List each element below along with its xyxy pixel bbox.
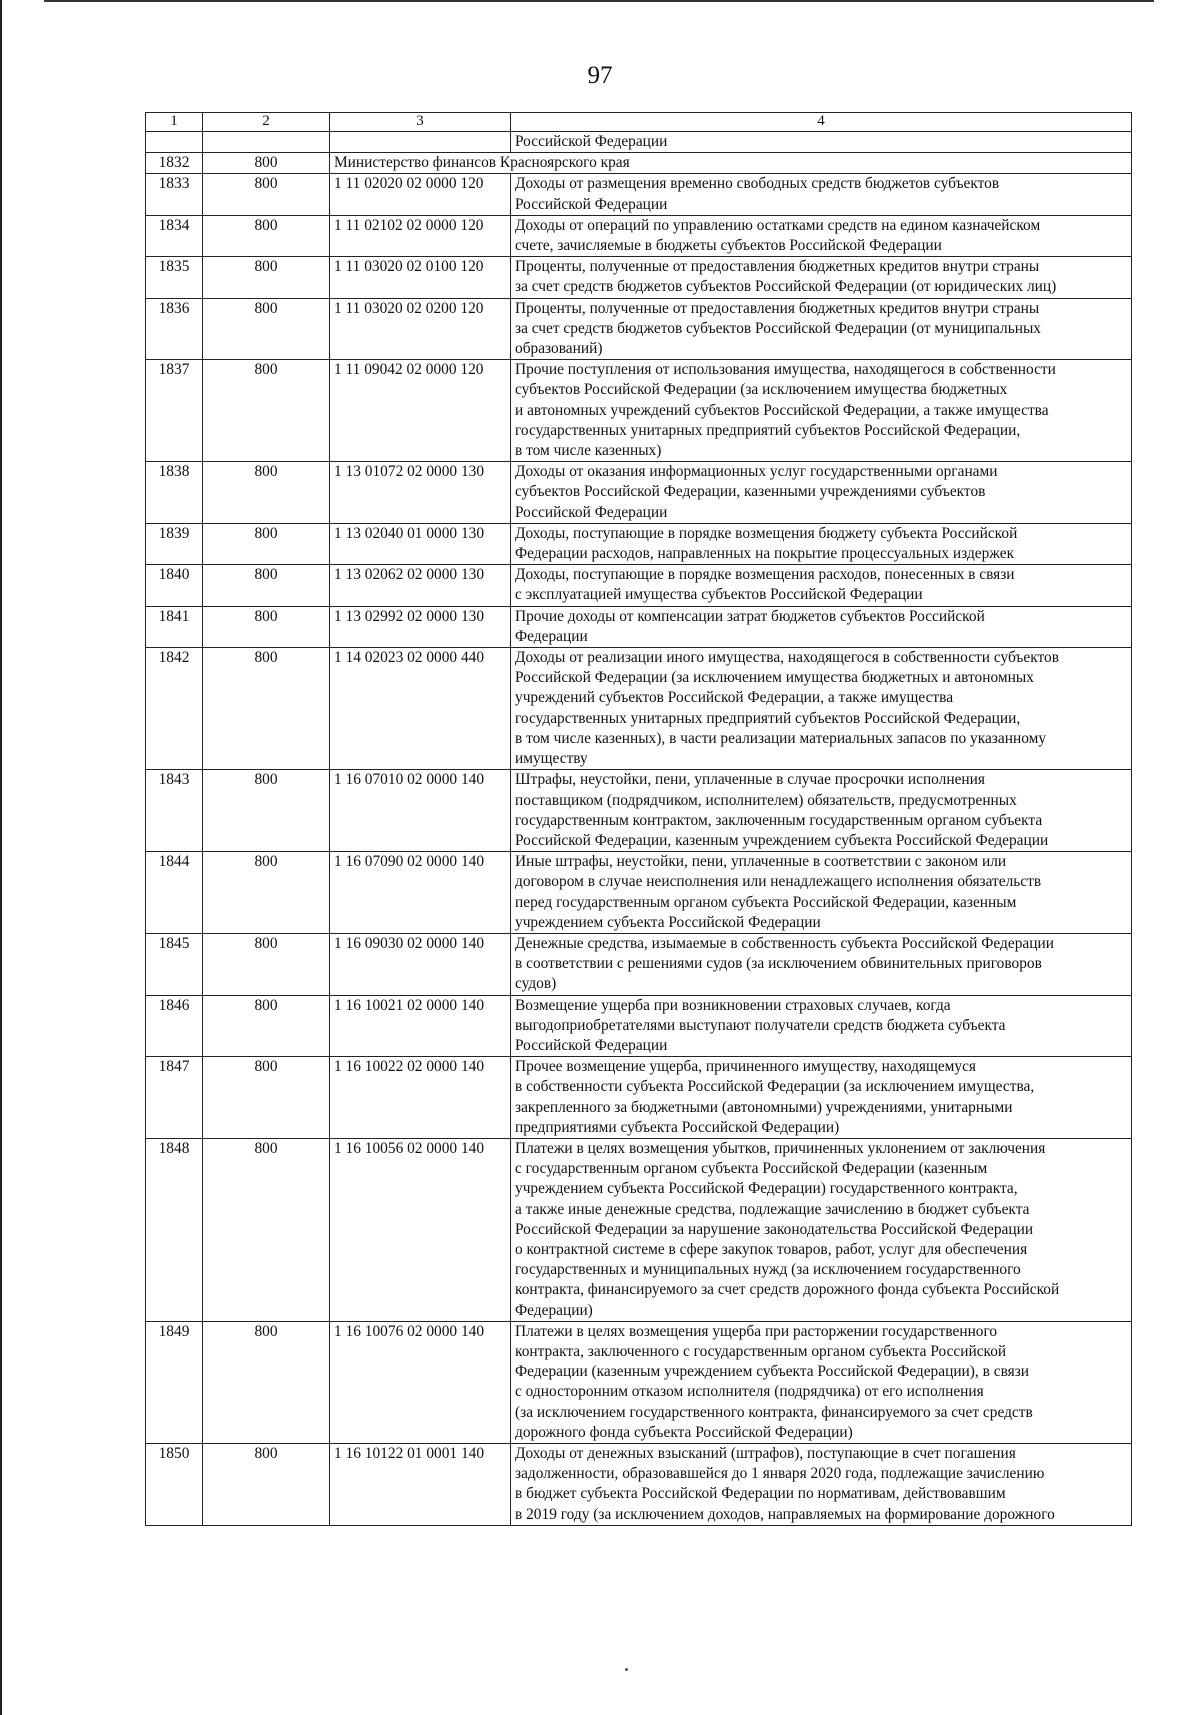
description-line: Федерации (казенным учреждением субъекта Российской Федерации), в связи: [515, 1363, 1030, 1381]
row-number: 1848: [146, 1138, 203, 1321]
description-line: субъектов Российской Федерации, казенными учреждениями субъектов: [515, 483, 986, 501]
description-line: Проценты, полученные от предоставления бюджетных кредитов внутри страны: [515, 299, 1040, 317]
scan-top-line: [44, 0, 1154, 2]
description-line: Проценты, полученные от предоставления бюджетных кредитов внутри страны: [515, 258, 1040, 276]
description-line: выгодоприобретателями выступают получатели средств бюджета субъекта: [515, 1016, 1006, 1034]
revenue-description: [511, 215, 1132, 256]
description-line: с эксплуатацией имущества субъектов Российской Федерации: [515, 586, 923, 604]
description-line: в соответствии с решениями судов (за исключением обвинительных приговоров: [515, 955, 1042, 973]
row-number: 1840: [146, 565, 203, 606]
row-number: 1843: [146, 770, 203, 852]
description-line: Иные штрафы, неустойки, пени, уплаченные в соответствии с законом или: [515, 853, 1007, 871]
admin-code: 800: [203, 565, 330, 606]
row-number: 1842: [146, 648, 203, 770]
description-line: о контрактной системе в сфере закупок товаров, работ, услуг для обеспечения: [515, 1240, 1028, 1258]
admin-code: 800: [203, 606, 330, 647]
budget-classification-code: 1 13 01072 02 0000 130: [330, 462, 511, 524]
table-row: [146, 360, 1132, 462]
row-number: 1836: [146, 298, 203, 360]
description-line: учреждений субъектов Российской Федерации, а также имущества: [515, 689, 954, 707]
continuation-text: Российской Федерации: [511, 132, 1132, 153]
row-number: 1834: [146, 215, 203, 256]
revenue-description: [511, 298, 1132, 360]
description-line: (за исключением государственного контракта, финансируемого за счет средств: [515, 1403, 1033, 1421]
description-line: договором в случае неисполнения или ненадлежащего исполнения обязательств: [515, 873, 1042, 891]
admin-code: 800: [203, 933, 330, 995]
admin-code: 800: [203, 648, 330, 770]
description-line: государственным контрактом, заключенным государственным органом субъекта: [515, 811, 1043, 829]
table-row: [146, 565, 1132, 606]
revenue-description: [511, 1057, 1132, 1139]
table-row: [146, 215, 1132, 256]
revenue-description: [511, 523, 1132, 564]
description-line: Возмещение ущерба при возникновении страховых случаев, когда: [515, 996, 951, 1014]
revenue-description: [511, 606, 1132, 647]
table-row: [146, 770, 1132, 852]
description-line: Федерации: [515, 627, 588, 645]
table-row: [146, 1444, 1132, 1526]
table-row: [146, 174, 1132, 215]
scan-edge: [0, 0, 2, 1715]
description-line: за счет средств бюджетов субъектов Российской Федерации (от юридических лиц): [515, 278, 1057, 296]
ministry-name: Министерство финансов Красноярского края: [330, 153, 1132, 174]
description-line: в собственности субъекта Российской Федерации (за исключением имущества,: [515, 1078, 1035, 1096]
admin-code: 800: [203, 1444, 330, 1526]
revenue-description: [511, 648, 1132, 770]
description-line: Федерации): [515, 1301, 593, 1319]
revenue-description: [511, 174, 1132, 215]
description-line: Штрафы, неустойки, пени, уплаченные в случае просрочки исполнения: [515, 771, 985, 789]
row-number: 1841: [146, 606, 203, 647]
revenue-description: [511, 1321, 1132, 1443]
description-line: Платежи в целях возмещения ущерба при расторжении государственного: [515, 1322, 998, 1340]
row-number: 1833: [146, 174, 203, 215]
description-line: Денежные средства, изымаемые в собственность субъекта Российской Федерации: [515, 934, 1054, 952]
admin-code: 800: [203, 852, 330, 934]
row-number: 1838: [146, 462, 203, 524]
row-number: 1850: [146, 1444, 203, 1526]
budget-classification-code: 1 13 02040 01 0000 130: [330, 523, 511, 564]
description-line: за счет средств бюджетов субъектов Российской Федерации (от муниципальных: [515, 319, 1041, 337]
table-row: [146, 1321, 1132, 1443]
admin-code: 800: [203, 360, 330, 462]
table-row: [146, 257, 1132, 298]
description-line: с односторонним отказом исполнителя (подрядчика) от его исполнения: [515, 1383, 984, 1401]
description-line: Прочие поступления от использования имущества, находящегося в собственности: [515, 361, 1056, 379]
description-line: учреждением субъекта Российской Федерации) государственного контракта,: [515, 1180, 1018, 1198]
description-line: в том числе казенных), в части реализации материальных запасов по указанному: [515, 729, 1047, 747]
budget-classification-code: 1 16 09030 02 0000 140: [330, 933, 511, 995]
description-line: предприятиями субъекта Российской Федерации): [515, 1118, 840, 1136]
admin-code: 800: [203, 1057, 330, 1139]
budget-classification-code: 1 16 10056 02 0000 140: [330, 1138, 511, 1321]
column-header-1: 1: [146, 113, 203, 132]
description-line: Прочие доходы от компенсации затрат бюджетов субъектов Российской: [515, 607, 985, 625]
row-number: 1832: [146, 153, 203, 174]
table-row: [146, 523, 1132, 564]
table-row: [146, 1138, 1132, 1321]
admin-code: 800: [203, 770, 330, 852]
budget-classification-code: 1 11 09042 02 0000 120: [330, 360, 511, 462]
column-number-row: [146, 113, 1132, 132]
revenue-description: [511, 1138, 1132, 1321]
description-line: субъектов Российской Федерации (за исключением имущества бюджетных: [515, 381, 1008, 399]
admin-code: 800: [203, 174, 330, 215]
revenue-description: [511, 565, 1132, 606]
description-line: и автономных учреждений субъектов Российской Федерации, а также имущества: [515, 401, 1049, 419]
budget-classification-code: 1 16 07090 02 0000 140: [330, 852, 511, 934]
budget-classification-code: 1 13 02062 02 0000 130: [330, 565, 511, 606]
description-line: государственных унитарных предприятий субъектов Российской Федерации,: [515, 421, 1021, 439]
table-row: [146, 1057, 1132, 1139]
description-line: Российской Федерации: [515, 503, 668, 521]
revenue-description: [511, 462, 1132, 524]
row-number: 1849: [146, 1321, 203, 1443]
row-number: 1839: [146, 523, 203, 564]
description-line: Прочее возмещение ущерба, причиненного имуществу, находящемуся: [515, 1058, 977, 1076]
description-line: Доходы, поступающие в порядке возмещения расходов, понесенных в связи: [515, 566, 1015, 584]
admin-code: 800: [203, 153, 330, 174]
description-line: контракта, финансируемого за счет средств дорожного фонда субъекта Российской: [515, 1281, 1060, 1299]
page-number: 97: [587, 62, 613, 89]
budget-classification-code: 1 11 02020 02 0000 120: [330, 174, 511, 215]
description-line: счете, зачисляемые в бюджеты субъектов Российской Федерации: [515, 237, 942, 255]
ministry-row: [146, 153, 1132, 174]
budget-classification-code: 1 16 07010 02 0000 140: [330, 770, 511, 852]
description-line: Доходы от реализации иного имущества, находящегося в собственности субъектов: [515, 649, 1059, 667]
description-line: имуществу: [515, 750, 588, 768]
admin-code: 800: [203, 215, 330, 256]
revenue-description: [511, 360, 1132, 462]
description-line: закрепленного за бюджетными (автономными) учреждениями, унитарными: [515, 1098, 1013, 1116]
row-number: 1846: [146, 995, 203, 1057]
description-line: Доходы от операций по управлению остатками средств на едином казначейском: [515, 216, 1041, 234]
column-header-4: 4: [511, 113, 1132, 132]
budget-classification-code: 1 13 02992 02 0000 130: [330, 606, 511, 647]
description-line: Российской Федерации: [515, 1036, 668, 1054]
continuation-row: [146, 132, 1132, 153]
revenue-description: [511, 933, 1132, 995]
row-number: 1837: [146, 360, 203, 462]
table-row: [146, 648, 1132, 770]
description-line: учреждением субъекта Российской Федерации: [515, 913, 821, 931]
table-row: [146, 462, 1132, 524]
admin-code: 800: [203, 1321, 330, 1443]
revenue-description: [511, 257, 1132, 298]
row-number: 1835: [146, 257, 203, 298]
table-row: [146, 995, 1132, 1057]
description-line: Доходы от оказания информационных услуг государственными органами: [515, 463, 998, 481]
table-row: [146, 933, 1132, 995]
revenue-codes-table: [145, 112, 1132, 1526]
description-line: Федерации расходов, направленных на покрытие процессуальных издержек: [515, 545, 1015, 563]
revenue-description: [511, 770, 1132, 852]
scan-speck: [625, 1668, 628, 1671]
budget-classification-code: 1 16 10022 02 0000 140: [330, 1057, 511, 1139]
budget-classification-code: 1 16 10076 02 0000 140: [330, 1321, 511, 1443]
admin-code: 800: [203, 523, 330, 564]
budget-classification-code: 1 11 03020 02 0100 120: [330, 257, 511, 298]
table-row: [146, 852, 1132, 934]
admin-code: 800: [203, 257, 330, 298]
description-line: в том числе казенных): [515, 442, 662, 460]
budget-classification-code: 1 11 03020 02 0200 120: [330, 298, 511, 360]
description-line: государственных и муниципальных нужд (за исключением государственного: [515, 1261, 1021, 1279]
row-number: 1845: [146, 933, 203, 995]
description-line: судов): [515, 975, 557, 993]
admin-code: 800: [203, 1138, 330, 1321]
description-line: образований): [515, 340, 603, 358]
description-line: контракта, заключенного с государственным органом субъекта Российской: [515, 1342, 1007, 1360]
description-line: дорожного фонда субъекта Российской Федерации): [515, 1423, 853, 1441]
row-number: 1847: [146, 1057, 203, 1139]
admin-code: 800: [203, 298, 330, 360]
description-line: перед государственным органом субъекта Российской Федерации, казенным: [515, 893, 1017, 911]
admin-code: 800: [203, 995, 330, 1057]
description-line: Российской Федерации (за исключением имущества бюджетных и автономных: [515, 669, 1034, 687]
row-number: 1844: [146, 852, 203, 934]
revenue-description: [511, 995, 1132, 1057]
description-line: Российской Федерации: [515, 195, 668, 213]
description-line: Российской Федерации, казенным учреждением субъекта Российской Федерации: [515, 831, 1049, 849]
description-line: Доходы от денежных взысканий (штрафов), поступающие в счет погашения: [515, 1445, 1016, 1462]
description-line: поставщиком (подрядчиком, исполнителем) обязательств, предусмотренных: [515, 791, 1017, 809]
budget-classification-code: 1 11 02102 02 0000 120: [330, 215, 511, 256]
description-line: Российской Федерации за нарушение законодательства Российской Федерации: [515, 1220, 1034, 1238]
revenue-description: [511, 852, 1132, 934]
budget-classification-code: 1 16 10021 02 0000 140: [330, 995, 511, 1057]
description-line: с государственным органом субъекта Российской Федерации (казенным: [515, 1160, 988, 1178]
table-row: [146, 606, 1132, 647]
budget-classification-code: 1 14 02023 02 0000 440: [330, 648, 511, 770]
column-header-3: 3: [330, 113, 511, 132]
description-line: государственных унитарных предприятий субъектов Российской Федерации,: [515, 709, 1021, 727]
description-line: а также иные денежные средства, подлежащие зачислению в бюджет субъекта: [515, 1200, 1030, 1218]
description-line: Доходы от размещения временно свободных средств бюджетов субъектов: [515, 175, 1000, 193]
budget-classification-code: 1 16 10122 01 0001 140: [330, 1444, 511, 1526]
table-row: [146, 298, 1132, 360]
revenue-description: [511, 1444, 1132, 1526]
description-line: в 2019 году (за исключением доходов, направляемых на формирование дорожного: [515, 1505, 1055, 1523]
column-header-2: 2: [203, 113, 330, 132]
admin-code: 800: [203, 462, 330, 524]
description-line: задолженности, образовавшейся до 1 января 2020 года, подлежащие зачислению: [515, 1465, 1045, 1483]
description-line: Платежи в целях возмещения убытков, причиненных уклонением от заключения: [515, 1139, 1046, 1157]
description-line: Доходы, поступающие в порядке возмещения бюджету субъекта Российской: [515, 524, 1018, 542]
description-line: в бюджет субъекта Российской Федерации по нормативам, действовавшим: [515, 1485, 1006, 1503]
